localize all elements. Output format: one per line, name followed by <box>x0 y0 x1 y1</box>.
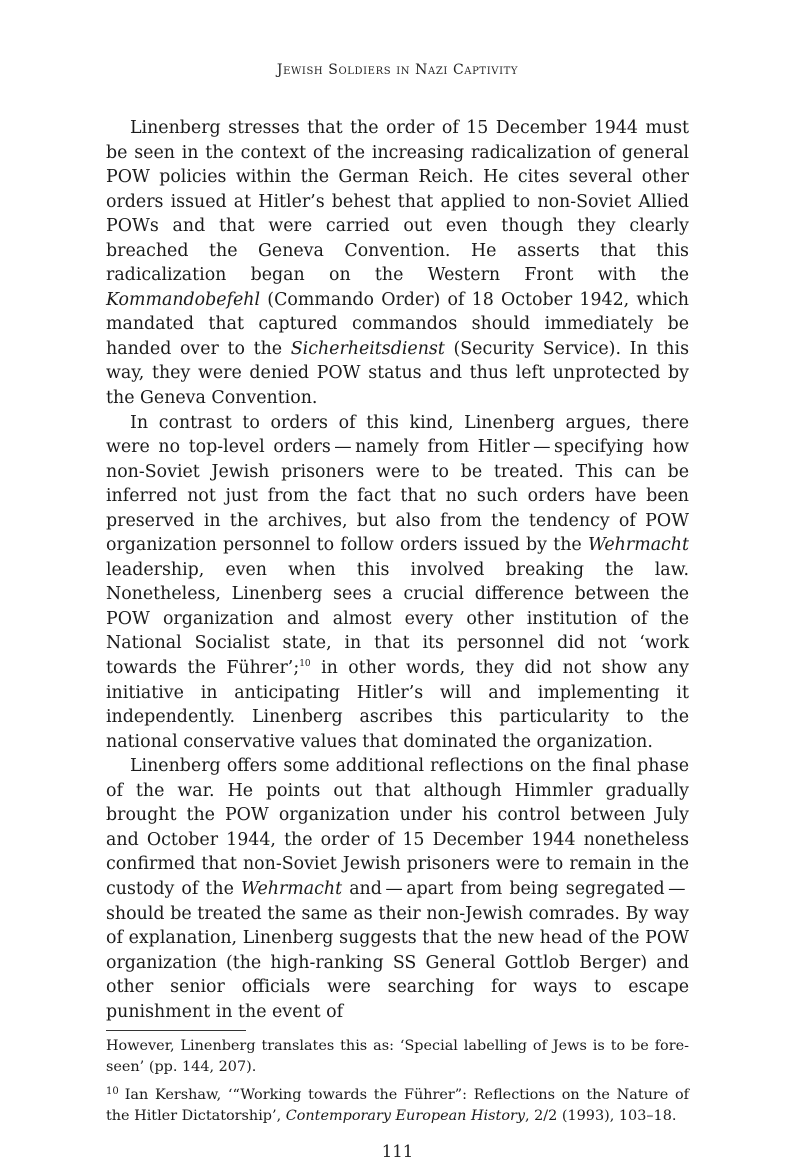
paragraph-2: In contrast to orders of this kind, Linenberg argues, there were no top-level orders — namely from Hitler — specifying how non-Soviet Jewish prisoners were to be treated. This can be inferred not just from the fact that no such orders have been preserved in the archives, but also from the tendency of POW organization personnel to follow orders issued by the Wehrmacht leadership, even when this involved breaking the law. Nonetheless, Linenberg sees a crucial difference between the POW organization and almost every other institution of the National Socialist state, in that its personnel did not ‘work towards the Führer’;$^{10}$ in other words, they did not show any initiative in anticipating Hitler’s will and implementing it independently. Linenberg ascribes this particularity to the national conservative values that dominated the organization. <box>106 412 689 752</box>
italic-term: Wehrmacht <box>241 878 343 899</box>
italic-term: Kommandobefehl <box>106 289 261 310</box>
italic-term: Sicherheitsdienst <box>290 338 445 359</box>
paragraph-1: Linenberg stresses that the order of 15 December 1944 must be seen in the context of the increasing radicalization of general POW policies within the German Reich. He cites several other orders issued at Hitler’s behest that applied to non-Soviet Allied POWs and that were carried out even though they clearly breached the Geneva Convention. He asserts that this radicalization began on the Western Front with the Kommandobefehl (Commando Order) of 18 October 1942, which mandated that captured commandos should immediately be handed over to the Sicherheitsdienst (Security Service). In this way, they were denied POW status and thus left unprotected by the Geneva Convention. <box>106 118 689 409</box>
book-page <box>106 62 689 1161</box>
body-text <box>106 116 689 1024</box>
footnote-number: 10 <box>106 1086 119 1098</box>
footnote-10: $^{10}$ Ian Kershaw, ‘“Working towards the Führer”: Reflections on the Nature of the Hitler Dictatorship’, Contemporary European History, 2/2 (1993), 103–18. <box>106 1086 689 1124</box>
page-number: 111 <box>381 1142 414 1161</box>
footnote-reference[interactable]: 10 <box>299 659 311 670</box>
footnotes <box>106 1036 689 1126</box>
footnote-continued: However, Linenberg translates this as: ‘Special labelling of Jews is to be foreseen’ (pp. 144, 207). <box>106 1038 689 1075</box>
journal-title: Contemporary European History <box>285 1107 525 1124</box>
italic-term: Wehrmacht <box>587 535 689 556</box>
footnote-rule <box>106 1030 246 1031</box>
running-head: Jewish Soldiers in Nazi Captivity <box>276 62 519 78</box>
paragraph-3: Linenberg offers some additional reflections on the final phase of the war. He points out that although Himmler gradually brought the POW organization under his control between July and October 1944, the order of 15 December 1944 nonetheless confirmed that non-Soviet Jewish prisoners were to remain in the custody of the Wehrmacht and — apart from being segregated — should be treated the same as their non-Jewish comrades. By way of explanation, Linenberg suggests that the new head of the POW organization (the high-ranking SS General Gottlob Berger) and other senior officials were searching for ways to escape punishment in the event of <box>106 756 689 1022</box>
